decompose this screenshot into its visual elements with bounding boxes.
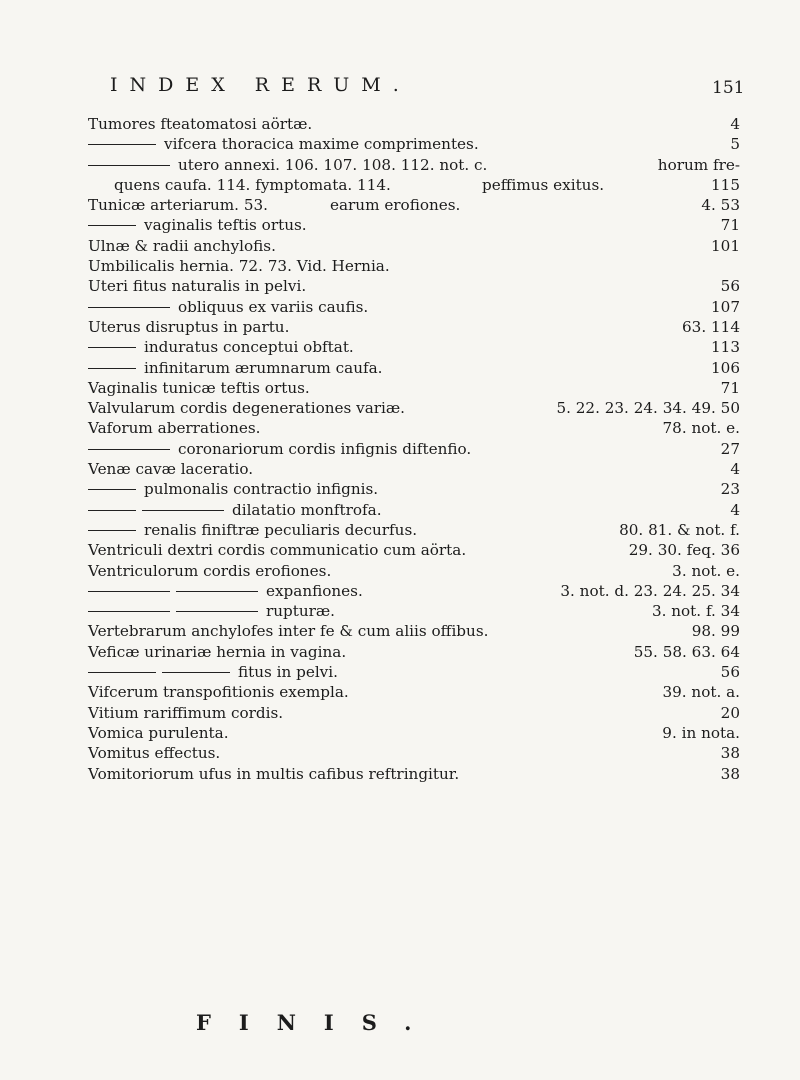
index-entry [88, 479, 740, 499]
entry-text: vifcera thoracica maxime comprimentes. [164, 135, 479, 154]
entry-ref: 71 [720, 216, 740, 235]
ditto-dash [142, 510, 224, 511]
index-entries [88, 114, 740, 784]
entry-text: pulmonalis contractio infignis. [144, 480, 379, 499]
entry-ref: 5. 22. 23. 24. 34. 49. 50 [556, 399, 740, 418]
entry-text: Uterus disruptus in partu. [88, 317, 290, 336]
index-entry-continuation [88, 175, 740, 195]
entry-text: Uteri fitus naturalis in pelvi. [88, 277, 307, 296]
entry-ref: 29. 30. feq. 36 [628, 541, 740, 560]
entry-text: renalis finiftræ peculiaris decurfus. [144, 520, 418, 539]
entry-text: quens caufa. 114. fymptomata. 114. [114, 175, 391, 194]
index-entry [88, 459, 740, 479]
entry-ref: 23 [720, 480, 740, 499]
index-entry [88, 215, 740, 235]
finis-colophon: FINIS. [196, 1010, 440, 1035]
index-entry [88, 398, 740, 418]
index-entry [88, 743, 740, 763]
index-entry [88, 764, 740, 784]
entry-text: Umbilicalis hernia. 72. 73. Vid. Hernia. [88, 257, 390, 276]
entry-mid: earum erofiones. [330, 196, 461, 215]
entry-ref: 71 [720, 378, 740, 397]
ditto-dash [88, 307, 170, 308]
entry-ref: 27 [720, 439, 740, 458]
entry-ref: 80. 81. & not. f. [619, 520, 740, 539]
index-entry [88, 195, 740, 215]
index-entry [88, 337, 740, 357]
ditto-dash [88, 368, 136, 369]
entry-text: Tumores fteatomatosi aörtæ. [88, 115, 313, 133]
entry-mid: peffimus exitus. [482, 175, 605, 194]
entry-text: Vaginalis tunicæ teftis ortus. [88, 378, 310, 397]
entry-ref: 38 [720, 744, 740, 763]
entry-ref: 4 [730, 115, 740, 133]
entry-text: Ulnæ & radii anchylofis. [88, 236, 276, 255]
index-entry [88, 378, 740, 398]
ditto-dash [88, 225, 136, 226]
ditto-dash [88, 510, 136, 511]
entry-text: Valvularum cordis degenerationes variæ. [88, 399, 405, 418]
index-entry [88, 723, 740, 743]
entry-text: Vomitoriorum ufus in multis cafibus reftringitur. [88, 764, 460, 783]
entry-ref: 106 [711, 358, 740, 377]
entry-text: vaginalis teftis ortus. [144, 216, 307, 235]
ditto-dash [88, 530, 136, 531]
index-entry [88, 642, 740, 662]
index-entry [88, 500, 740, 520]
running-header: INDEX RERUM. [110, 74, 411, 96]
entry-ref: 63. 114 [682, 317, 740, 336]
index-entry [88, 520, 740, 540]
index-entry [88, 134, 740, 154]
entry-ref: 78. not. e. [662, 419, 740, 438]
index-entry [88, 236, 740, 256]
index-entry [88, 703, 740, 723]
index-entry [88, 276, 740, 296]
entry-ref: 4. 53 [701, 196, 740, 215]
entry-ref: 113 [711, 338, 740, 357]
entry-text: coronariorum cordis infignis diftenfio. [178, 439, 472, 458]
entry-mid: horum fre- [657, 155, 740, 174]
entry-ref: 4 [730, 500, 740, 519]
entry-ref: 3. not. f. 34 [651, 602, 740, 621]
entry-text: expanfiones. [266, 581, 363, 600]
entry-ref: 5 [730, 135, 740, 154]
ditto-dash [176, 611, 258, 612]
index-entry [88, 256, 740, 276]
entry-text: fitus in pelvi. [238, 663, 338, 682]
index-entry [88, 540, 740, 560]
entry-ref: 3. not. e. [672, 561, 740, 580]
entry-text: Ventriculi dextri cordis communicatio cum aörta. [88, 541, 467, 560]
ditto-dash [88, 611, 170, 612]
index-entry [88, 317, 740, 337]
entry-text: dilatatio monftrofa. [232, 500, 382, 519]
ditto-dash [176, 591, 258, 592]
entry-text: Veficæ urinariæ hernia in vagina. [88, 642, 347, 661]
entry-text: Vomica purulenta. [88, 723, 229, 742]
entry-text: Tunicæ arteriarum. 53. [88, 196, 268, 215]
page-number: 151 [712, 78, 745, 98]
ditto-dash [88, 489, 136, 490]
index-entry [88, 358, 740, 378]
index-entry [88, 621, 740, 641]
index-entry [88, 682, 740, 702]
ditto-dash [88, 144, 156, 145]
entry-text: Vomitus effectus. [88, 744, 221, 763]
entry-text: induratus conceptui obftat. [144, 338, 354, 357]
entry-ref: 107 [711, 297, 740, 316]
index-entry [88, 297, 740, 317]
entry-text: rupturæ. [266, 602, 336, 621]
index-entry [88, 662, 740, 682]
entry-ref: 4 [730, 460, 740, 479]
entry-ref: 56 [720, 663, 740, 682]
entry-ref: 101 [711, 236, 740, 255]
index-entry [88, 581, 740, 601]
index-entry [88, 418, 740, 438]
entry-ref: 115 [711, 175, 740, 194]
index-entry [88, 439, 740, 459]
ditto-dash [88, 449, 170, 450]
entry-ref: 39. not. a. [662, 683, 740, 702]
ditto-dash [88, 672, 156, 673]
entry-text: Venæ cavæ laceratio. [88, 460, 254, 479]
entry-text: Vaforum aberrationes. [88, 419, 261, 438]
index-entry [88, 601, 740, 621]
entry-ref: 56 [720, 277, 740, 296]
ditto-dash [88, 165, 170, 166]
entry-ref: 55. 58. 63. 64 [633, 642, 740, 661]
ditto-dash [88, 347, 136, 348]
entry-ref: 98. 99 [691, 622, 740, 641]
ditto-dash [88, 591, 170, 592]
index-entry [88, 155, 740, 175]
entry-ref: 9. in nota. [662, 723, 740, 742]
entry-text: Vifcerum transpofitionis exempla. [88, 683, 349, 702]
entry-text: utero annexi. 106. 107. 108. 112. not. c. [178, 155, 488, 174]
entry-ref: 38 [720, 764, 740, 783]
entry-ref: 3. not. d. 23. 24. 25. 34 [560, 581, 740, 600]
entry-ref: 20 [720, 703, 740, 722]
entry-text: Ventriculorum cordis erofiones. [88, 561, 332, 580]
index-entry [88, 114, 740, 134]
entry-text: obliquus ex variis caufis. [178, 297, 369, 316]
entry-text: infinitarum ærumnarum caufa. [144, 358, 383, 377]
entry-text: Vertebrarum anchylofes inter fe & cum aliis offibus. [88, 622, 489, 641]
index-entry [88, 561, 740, 581]
ditto-dash [162, 672, 230, 673]
entry-text: Vitium rariffimum cordis. [88, 703, 284, 722]
